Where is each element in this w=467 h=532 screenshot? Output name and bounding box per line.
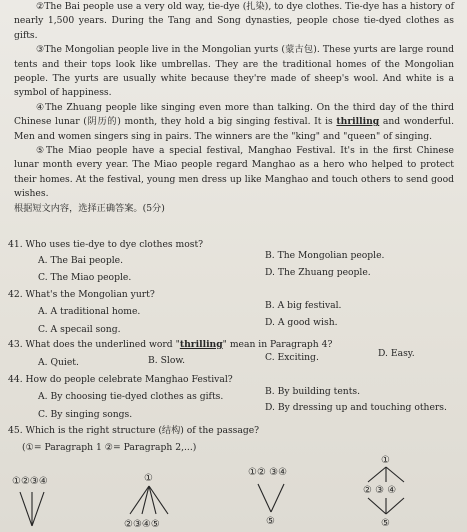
reading-passage xyxy=(14,0,454,216)
question-41-option-c: C. The Miao people. xyxy=(38,272,132,283)
structure-diagram-b xyxy=(116,470,180,532)
paragraph-5: ⑤The Miao people have a special festival, Manghao Festival. It's in the first Chinese lunar month every year. The Miao people regard Manghao as a hero who helped to protect their homes. At the festival, young men dress up like Manghao and touch others to send good wishes. xyxy=(14,145,454,200)
question-41-option-d: D. The Zhuang people. xyxy=(265,267,371,278)
paragraph-4-text-start: ④The Zhuang people like singing even more than talking. On the third day of the third Chinese lunar (阴历的) month, they hold a big singing festival. It is xyxy=(14,101,454,128)
question-44-option-d: D. By dressing up and touching others. xyxy=(265,402,447,413)
question-45-note: (①= Paragraph 1 ②= Paragraph 2,...) xyxy=(22,442,197,453)
question-44-option-b: B. By building tents. xyxy=(265,386,361,397)
diagram-b-bottom-label: ②③④⑤ xyxy=(124,519,160,530)
thrilling-underlined-word: thrilling xyxy=(336,116,380,128)
question-42-option-b: B. A big festival. xyxy=(265,300,342,311)
diagram-d-middle-label: ② ③ ④ xyxy=(363,485,397,496)
diagram-a-top-label: ①②③④ xyxy=(12,476,48,487)
question-43-option-d: D. Easy. xyxy=(378,348,415,359)
question-44-stem: 44. How do people celebrate Manghao Festival? xyxy=(8,374,233,385)
question-41-stem: 41. Who uses tie-dye to dye clothes most? xyxy=(8,239,204,250)
question-44-option-a: A. By choosing tie-dyed clothes as gifts. xyxy=(38,391,224,402)
question-43-option-a: A. Quiet. xyxy=(38,357,79,368)
question-43-option-c: C. Exciting. xyxy=(265,352,319,363)
paragraph-2: ②The Bai people use a very old way, tie-dye (扎染), to dye clothes. Tie-dye has a history of nearly 1,500 years. During the Tang and Song dynasties, people chose tie-dyed clothes as gifts. xyxy=(14,1,454,41)
diagram-d-bottom-label: ⑤ xyxy=(381,518,390,529)
question-43-option-b: B. Slow. xyxy=(148,355,186,366)
paragraph-3: ③The Mongolian people live in the Mongolian yurts (蒙古包). These yurts are large round tents and their tops look like umbrellas. They are the traditional homes of the Mongolian people. The yurts are usually white because they're made of sheep's wool. And white is a symbol of happiness. xyxy=(14,44,454,99)
question-41-option-a: A. The Bai people. xyxy=(38,255,123,266)
section-instruction: 根据短文内容，选择正确答案。(5分) xyxy=(14,202,165,214)
question-42-option-c: C. A specail song. xyxy=(38,324,121,335)
structure-diagram-c xyxy=(244,462,300,530)
question-43-stem-end: " mean in Paragraph 4? xyxy=(222,339,333,350)
diagram-c-bottom-label: ⑤ xyxy=(266,516,275,527)
question-43-stem-start: 43. What does the underlined word " xyxy=(8,339,180,350)
question-43-thrilling-word: thrilling xyxy=(179,339,223,350)
diagram-c-top-label: ①② ③④ xyxy=(248,467,288,478)
question-44-option-c: C. By singing songs. xyxy=(38,409,133,420)
question-41-option-b: B. The Mongolian people. xyxy=(265,250,385,261)
question-42-stem: 42. What's the Mongolian yurt? xyxy=(8,289,155,300)
diagram-d-top-label: ① xyxy=(381,455,390,466)
paragraph-4-text-end: and wonderful. Men and women singers sing in pairs. The winners are the "king" and "queen" of singing. xyxy=(14,116,454,142)
diagram-b-top-label: ① xyxy=(144,473,153,484)
question-42-option-a: A. A traditional home. xyxy=(38,306,141,317)
structure-diagram-d xyxy=(356,452,418,532)
structure-diagram-a xyxy=(6,470,62,532)
question-42-option-d: D. A good wish. xyxy=(265,317,338,328)
paragraph-4 xyxy=(14,101,454,144)
question-45-stem: 45. Which is the right structure (结构) of the passage? xyxy=(8,425,260,436)
